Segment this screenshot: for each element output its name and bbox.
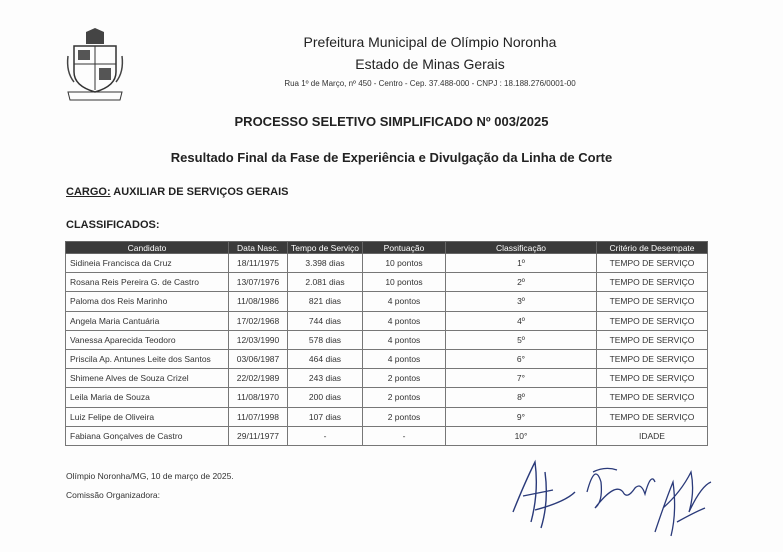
table-row	[66, 426, 708, 445]
table-header-row	[66, 242, 708, 254]
cell-birthdate: 22/02/1989	[229, 369, 288, 388]
cell-score: -	[363, 426, 446, 445]
table-row	[66, 311, 708, 330]
cell-rank: 5º	[446, 330, 597, 349]
cell-service-time: 3.398 dias	[288, 254, 363, 273]
cell-score: 4 pontos	[363, 330, 446, 349]
cell-candidate: Priscila Ap. Antunes Leite dos Santos	[66, 349, 229, 368]
cell-rank: 6°	[446, 349, 597, 368]
table-row	[66, 349, 708, 368]
cell-candidate: Shimene Alves de Souza Crizel	[66, 369, 229, 388]
cell-score: 4 pontos	[363, 349, 446, 368]
cell-rank: 4º	[446, 311, 597, 330]
cell-candidate: Luiz Felipe de Oliveira	[66, 407, 229, 426]
col-header-score: Pontuação	[363, 242, 446, 254]
classified-heading: CLASSIFICADOS:	[66, 219, 160, 231]
cell-score: 4 pontos	[363, 292, 446, 311]
cell-candidate: Sidineia Francisca da Cruz	[66, 254, 229, 273]
cell-birthdate: 12/03/1990	[229, 330, 288, 349]
cargo-label: CARGO:	[66, 186, 111, 198]
cell-candidate: Rosana Reis Pereira G. de Castro	[66, 273, 229, 292]
table-row	[66, 254, 708, 273]
address-line: Rua 1º de Março, nº 450 - Centro - Cep. 37.488-000 - CNPJ : 18.188.276/0001-00	[284, 79, 576, 88]
municipal-crest-logo	[64, 26, 126, 102]
cell-birthdate: 18/11/1975	[229, 254, 288, 273]
table-row	[66, 273, 708, 292]
cell-candidate: Angela Maria Cantuária	[66, 311, 229, 330]
committee-label: Comissão Organizadora:	[66, 490, 161, 500]
cell-birthdate: 17/02/1968	[229, 311, 288, 330]
cell-candidate: Paloma dos Reis Marinho	[66, 292, 229, 311]
cell-tiebreak: TEMPO DE SERVIÇO	[597, 388, 708, 407]
table-row	[66, 330, 708, 349]
cargo-line	[66, 186, 288, 198]
municipality-name: Prefeitura Municipal de Olímpio Noronha	[303, 34, 557, 50]
cell-birthdate: 03/06/1987	[229, 349, 288, 368]
cell-rank: 10°	[446, 426, 597, 445]
cell-candidate: Vanessa Aparecida Teodoro	[66, 330, 229, 349]
cell-tiebreak: TEMPO DE SERVIÇO	[597, 407, 708, 426]
table-row	[66, 388, 708, 407]
cell-birthdate: 11/08/1970	[229, 388, 288, 407]
col-header-service-time: Tempo de Serviço	[288, 242, 363, 254]
cell-tiebreak: TEMPO DE SERVIÇO	[597, 311, 708, 330]
cell-service-time: 578 dias	[288, 330, 363, 349]
cell-candidate: Fabiana Gonçalves de Castro	[66, 426, 229, 445]
cell-service-time: 243 dias	[288, 369, 363, 388]
cell-score: 10 pontos	[363, 273, 446, 292]
cell-rank: 2º	[446, 273, 597, 292]
cell-service-time: 200 dias	[288, 388, 363, 407]
table-row	[66, 407, 708, 426]
cargo-value: AUXILIAR DE SERVIÇOS GERAIS	[113, 186, 289, 198]
cell-service-time: 464 dias	[288, 349, 363, 368]
cell-rank: 7°	[446, 369, 597, 388]
cell-service-time: 744 dias	[288, 311, 363, 330]
cell-tiebreak: TEMPO DE SERVIÇO	[597, 292, 708, 311]
cell-candidate: Leila Maria de Souza	[66, 388, 229, 407]
cell-tiebreak: TEMPO DE SERVIÇO	[597, 254, 708, 273]
cell-birthdate: 11/07/1998	[229, 407, 288, 426]
col-header-birthdate: Data Nasc.	[229, 242, 288, 254]
handwritten-signatures	[505, 452, 725, 542]
cell-tiebreak: IDADE	[597, 426, 708, 445]
cell-tiebreak: TEMPO DE SERVIÇO	[597, 330, 708, 349]
cell-birthdate: 13/07/1976	[229, 273, 288, 292]
cell-service-time: 107 dias	[288, 407, 363, 426]
cell-birthdate: 29/11/1977	[229, 426, 288, 445]
table-row	[66, 292, 708, 311]
cell-rank: 3º	[446, 292, 597, 311]
cell-service-time: 821 dias	[288, 292, 363, 311]
cell-score: 2 pontos	[363, 407, 446, 426]
cell-tiebreak: TEMPO DE SERVIÇO	[597, 369, 708, 388]
cell-score: 4 pontos	[363, 311, 446, 330]
table-row	[66, 369, 708, 388]
cell-score: 2 pontos	[363, 369, 446, 388]
col-header-rank: Classificação	[446, 242, 597, 254]
document-title: PROCESSO SELETIVO SIMPLIFICADO Nº 003/2025	[234, 114, 549, 129]
state-name: Estado de Minas Gerais	[355, 56, 505, 72]
place-date: Olímpio Noronha/MG, 10 de março de 2025.	[66, 471, 234, 481]
cell-service-time: -	[288, 426, 363, 445]
cell-tiebreak: TEMPO DE SERVIÇO	[597, 349, 708, 368]
cell-rank: 8º	[446, 388, 597, 407]
cell-service-time: 2.081 dias	[288, 273, 363, 292]
cell-birthdate: 11/08/1986	[229, 292, 288, 311]
cell-tiebreak: TEMPO DE SERVIÇO	[597, 273, 708, 292]
cell-score: 10 pontos	[363, 254, 446, 273]
cell-rank: 1º	[446, 254, 597, 273]
col-header-tiebreak: Critério de Desempate	[597, 242, 708, 254]
results-table	[65, 241, 708, 446]
cell-rank: 9°	[446, 407, 597, 426]
cell-score: 2 pontos	[363, 388, 446, 407]
document-subtitle: Resultado Final da Fase de Experiência e Divulgação da Linha de Corte	[170, 150, 613, 165]
col-header-candidate: Candidato	[66, 242, 229, 254]
